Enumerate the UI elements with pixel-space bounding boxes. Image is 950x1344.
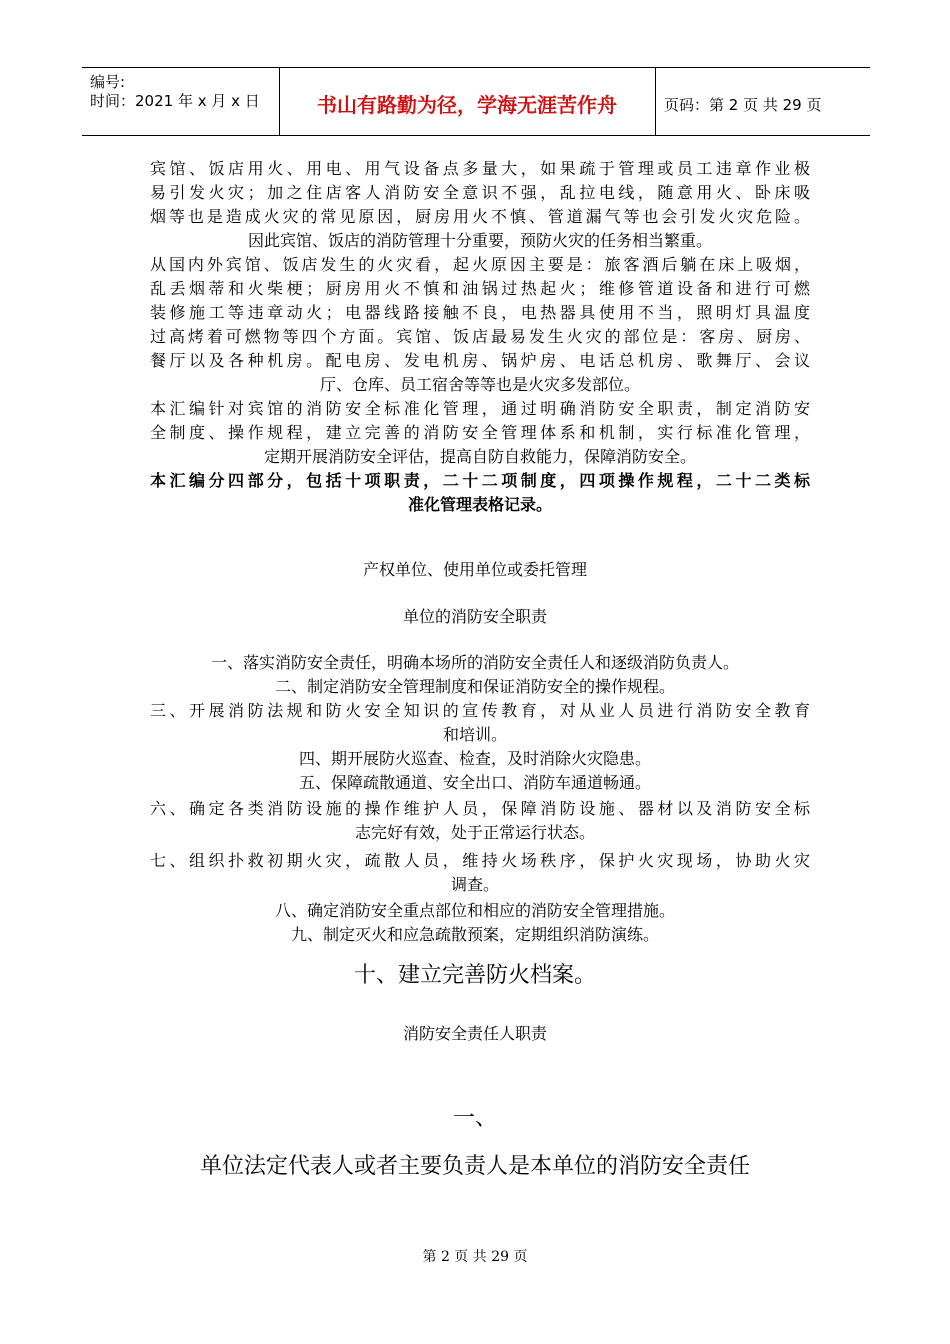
page-footer: 第 2 页 共 29 页 [422,1249,528,1265]
intro-bold-line: 准化管理表格记录。 [407,495,552,514]
section1-item: 一、落实消防安全责任，明确本场所的消防安全责任人和逐级消防负责人。 [210,653,739,672]
intro-line: 本汇编针对宾馆的消防安全标准化管理，通过明确消防安全职责，制定消防安 [150,399,810,418]
section1-item: 四、期开展防火巡查、检查，及时消除火灾隐患。 [298,749,651,768]
intro-bold-line: 本汇编分四部分，包括十项职责，二十二项制度，四项操作规程，二十二类标 [150,471,810,490]
section2-line: 单位法定代表人或者主要负责人是本单位的消防安全责任 [199,1154,750,1179]
intro-line: 易引发火灾；加之住店客人消防安全意识不强，乱拉电线，随意用火、卧床吸 [150,183,810,202]
section2-title: 消防安全责任人职责 [402,1024,547,1043]
intro-line: 烟等也是造成火灾的常见原因，厨房用火不慎、管道漏气等也会引发火灾危险。 [150,207,810,226]
intro-line: 乱丢烟蒂和火柴梗；厨房用火不慎和油锅过热起火；维修管道设备和进行可燃 [150,279,810,298]
intro-line: 装修施工等违章动火；电器线路接触不良，电热器具使用不当，照明灯具温度 [150,303,810,322]
section1-item: 三、开展消防法规和防火安全知识的宣传教育，对从业人员进行消防安全教育 [150,701,810,720]
intro-line: 餐厅以及各种机房。配电房、发电机房、锅炉房、电话总机房、歌舞厅、会议 [150,351,810,370]
header-motto: 书山有路勤为径，学海无涯苦作舟 [317,93,617,117]
intro-line: 定期开展消防安全评估，提高自防自救能力，保障消防安全。 [263,447,696,466]
section1-item-10: 十、建立完善防火档案。 [353,963,596,988]
intro-line: 过高烤着可燃物等四个方面。宾馆、饭店最易发生火灾的部位是：客房、厨房、 [150,327,810,346]
section1-item: 八、确定消防安全重点部位和相应的消防安全管理措施。 [274,901,675,920]
header-page-info: 页码：第 2 页 共 29 页 [664,96,822,114]
section2-number: 一、 [452,1106,497,1131]
section1-item: 五、保障疏散通道、安全出口、消防车通道畅通。 [298,773,651,792]
header-bottom-rule [82,135,870,136]
intro-line: 厅、仓库、员工宿舍等等也是火灾多发部位。 [319,375,640,394]
header-time-label: 时间：2021 年 x 月 x 日 [90,92,260,110]
section1-item: 二、制定消防安全管理制度和保证消防安全的操作规程。 [274,677,675,696]
section1-item: 志完好有效，处于正常运行状态。 [354,823,595,842]
header-number-label: 编号: [90,73,126,91]
intro-line: 从国内外宾馆、饭店发生的火灾看，起火原因主要是：旅客酒后躺在床上吸烟， [150,255,810,274]
section1-title-line1: 产权单位、使用单位或委托管理 [362,560,587,579]
section1-item: 和培训。 [442,725,507,744]
intro-line: 全制度、操作规程，建立完善的消防安全管理体系和机制，实行标准化管理， [150,423,810,442]
intro-paragraphs [150,157,810,517]
section1-title-line2: 单位的消防安全职责 [402,607,547,626]
section1-item: 六、确定各类消防设施的操作维护人员，保障消防设施、器材以及消防安全标 [150,799,810,818]
intro-line: 宾馆、饭店用火、用电、用气设备点多量大，如果疏于管理或员工违章作业极 [150,159,810,178]
intro-line: 因此宾馆、饭店的消防管理十分重要，预防火灾的任务相当繁重。 [247,231,712,250]
section1-item: 七、组织扑救初期火灾，疏散人员，维持火场秩序，保护火灾现场，协助火灾 [150,851,810,870]
header-divider-right [655,67,656,135]
header-top-rule [82,67,870,68]
section1-item: 九、制定灭火和应急疏散预案，定期组织消防演练。 [290,925,659,944]
section1-item: 调查。 [450,875,499,894]
